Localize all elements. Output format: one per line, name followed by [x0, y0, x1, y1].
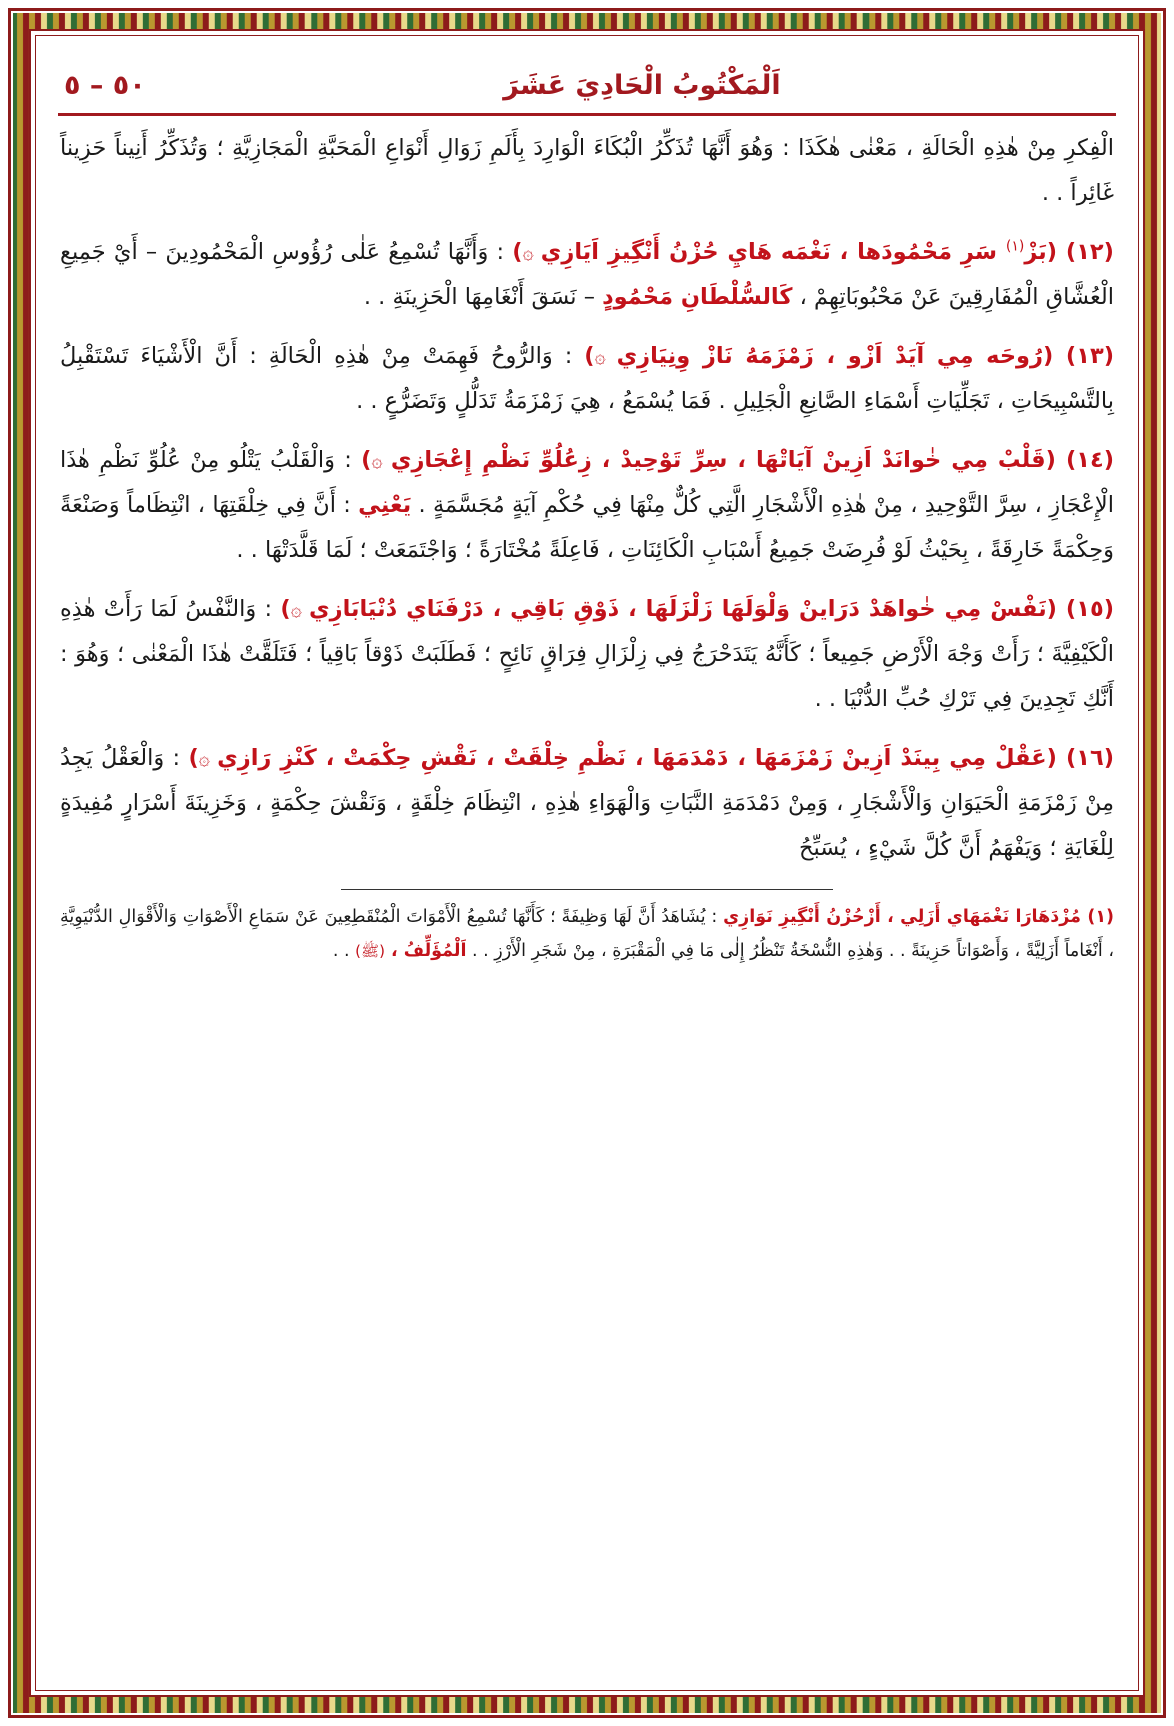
verse-number: (١٦)	[1065, 745, 1114, 771]
persian-verse-text: (عَقْلْ مِي بِينَدْ اَزِينْ زَمْزَمَهَا ، دَمْدَمَهَا ، نَظْمِ خِلْقَتْ ، نَقْشِ حِكْمَتْ ، كَنْزِ رَازِي	[217, 745, 1066, 771]
salawat-seal-icon: (ﷺ)	[355, 942, 385, 961]
verse-number: (١٤)	[1065, 447, 1114, 473]
page-title: اَلْمَكْتُوبُ الْحَادِيَ عَشَرَ	[503, 70, 781, 101]
persian-verse-text: يَعْنِي	[358, 492, 412, 518]
arabic-commentary-text: . .	[332, 941, 356, 962]
arabic-commentary-text: : يُشَاهَدُ أَنَّ لَهَا وَظِيفَةً ؛ كَأَنَّهَا تُسْمِعُ الْأَمْوَاتَ الْمُنْقَطِعِينَ عَنْ سَمَاعِ الْأَصْوَاتِ وَالْأَقْوَالِ الدُّنْيَوِيَّةِ ، أَنْغَاماً أَزَلِيَّةً ، وَأَصْوَاتاً حَزِينَةً . . وَهٰذِهِ النُّسْخَةُ تَنْظُرُ إِلٰى مَا فِي الْمَقْبَرَةِ ، مِنْ شَجَرِ الْأَرْزِ . .	[60, 907, 1114, 962]
footnote-marker: (١)	[1005, 238, 1025, 255]
footnote-text	[52, 900, 1122, 968]
arabic-commentary-text: : وَالنَّفْسُ لَمَا رَأَتْ هٰذِهِ الْكَيْفِيَّةَ ؛ رَأَتْ وَجْهَ الْأَرْضِ جَمِيعاً ؛ كَأَنَّهُ يَتَدَحْرَجُ فِي زِلْزَالِ فِرَاقٍ نَائِحٍ ؛ فَطَلَبَتْ ذَوْقاً بَاقِياً ؛ فَتَلَقَّتْ هٰذَا الْمَعْنٰى ؛ وَهُوَ : أَنَّكِ تَجِدِينَ فِي تَرْكِ حُبِّ الدُّنْيَا . .	[60, 596, 1114, 712]
persian-verse-text: كَالسُّلْطَانِ مَحْمُودٍ	[602, 284, 793, 310]
persian-verse-text: (نَفْسْ مِي خٰواهَدْ دَرَاينْ وَلْوَلَهَا زَلْزَلَهَا ، ذَوْقِ بَاقِي ، دَرْفَنَاي دُنْيَابَازِي	[309, 596, 1066, 622]
flower-ornament-icon: ۞	[594, 346, 617, 368]
verse-number: (١٥)	[1065, 596, 1114, 622]
persian-verse-text: مُزْدَهَارَا نَغْمَهَاي أَزَلِي ، أَزْحُزْنُ أَنْگِيزِ نَوَازِي	[723, 907, 1088, 927]
arabic-commentary-text: الْفِكرِ مِنْ هٰذِهِ الْحَالَةِ ، مَعْنٰى هٰكَذَا : وَهُوَ أَنَّهَا تُذَكِّرُ الْبُكَاءَ الْوَارِدَ بِأَلَمِ زَوَالِ أَنْوَاعِ الْمَحَبَّةِ الْمَجَازِيَّةِ ؛ وَتُذَكِّرُ أَنِيناً حَزِيناً غَائِراً . .	[60, 135, 1114, 206]
page-header	[52, 54, 1122, 101]
paragraph-intro	[60, 126, 1114, 216]
persian-verse-text: سَرِ مَحْمُودَها ، نَغْمَه هَايِ حُزْنُ أَنْگِيزِ اَيَازِي	[540, 239, 1006, 265]
arabic-commentary-text: : وَأَنَّهَا تُسْمِعُ عَلٰى رُؤُوسِ الْمَحْمُودِينَ – أَيْ جَمِيعِ الْعُشَّاقِ الْمُفَارِقِينَ عَنْ مَحْبُوبَاتِهِمْ ،	[60, 239, 1114, 310]
arabic-commentary-text: : أَنَّ فِي خِلْقَتِهَا ، انْتِظَاماً وَصَنْعَةً وَحِكْمَةً خَارِقَةً ، بِحَيْثُ لَوْ فُرِضَتْ جَمِيعُ أَسْبَابِ الْكَائِنَاتِ ، فَاعِلَةً مُخْتَارَةً ؛ وَاجْتَمَعَتْ ؛ لَمَا قَلَّدَتْهَا . .	[60, 492, 1114, 563]
arabic-commentary-text: : وَالْعَقْلُ يَجِدُ مِنْ زَمْزَمَةِ الْحَيَوَانِ وَالْأَشْجَارِ ، وَمِنْ دَمْدَمَةِ النَّبَاتِ وَالْهَوَاءِ هٰذِهِ ، انْتِظَامَ خِلْقَةٍ ، وَنَقْشَ حِكْمَةٍ ، وَخَزِينَةَ أَسْرَارٍ مُفِيدَةٍ لِلْغَايَةِ ؛ وَيَفْهَمُ أَنَّ كُلَّ شَيْءٍ ، يُسَبِّحُ	[60, 745, 1114, 861]
arabic-commentary-text: : وَالْقَلْبُ يَتْلُو مِنْ عُلُوِّ نَظْمِ هٰذَا الْإِعْجَازِ ، سِرَّ التَّوْحِيدِ ، مِنْ هٰذِهِ الْأَشْجَارِ الَّتِي كُلٌّ مِنْهَا فِي حُكْمِ آيَةٍ مُجَسَّمَةٍ .	[60, 447, 1114, 518]
verse-number: (١)	[1087, 907, 1114, 927]
body-text	[52, 116, 1122, 871]
arabic-commentary-text: – نَسَقَ أَنْغَامِهَا الْحَزِينَةِ . .	[363, 284, 603, 310]
verse-number: (١٢)	[1065, 239, 1114, 265]
paragraph-verse-13	[60, 334, 1114, 424]
persian-verse-text: (قَلْبْ مِي خٰوانَدْ اَزِينْ آيَاتْهَا ، سِرِّ تَوْحِيدْ ، زِعُلُوِّ نَظْمِ إِعْجَازِي	[390, 447, 1066, 473]
page-content	[52, 54, 1122, 1674]
verse-number: (١٣)	[1065, 343, 1114, 369]
persian-verse-text: )	[584, 343, 595, 369]
flower-ornament-icon: ۞	[198, 748, 218, 770]
flower-ornament-icon: ۞	[371, 450, 391, 472]
page-number: ٥٠ – ٥	[64, 70, 146, 101]
persian-verse-text: )	[361, 447, 372, 473]
persian-verse-text: (رُوحَه مِي آيَدْ اَزْو ، زَمْزَمَهُ نَازْ وِنِيَازِي	[616, 343, 1066, 369]
paragraph-verse-14	[60, 438, 1114, 573]
persian-verse-text: اَلْمُؤَلِّفُ ،	[384, 941, 467, 962]
paragraph-verse-16	[60, 736, 1114, 871]
flower-ornament-icon: ۞	[522, 242, 541, 264]
paragraph-verse-12	[60, 230, 1114, 320]
arabic-commentary-text: : وَالرُّوحُ فَهِمَتْ مِنْ هٰذِهِ الْحَالَةِ : أَنَّ الْأَشْيَاءَ تَسْتَقْبِلُ بِالتَّسْبِيحَاتِ ، تَجَلِّيَاتِ أَسْمَاءِ الصَّانِعِ الْجَلِيلِ . فَمَا يُسْمَعُ ، هِيَ زَمْزَمَةُ تَدَلُّلٍ وَتَضَرُّعٍ . .	[60, 343, 1114, 414]
persian-verse-text: )	[188, 745, 199, 771]
paragraph-verse-15	[60, 587, 1114, 722]
persian-verse-text: (بَزْ	[1024, 239, 1066, 265]
persian-verse-text: )	[280, 596, 291, 622]
flower-ornament-icon: ۞	[290, 599, 310, 621]
footnote-divider	[341, 889, 833, 890]
persian-verse-text: )	[512, 239, 523, 265]
